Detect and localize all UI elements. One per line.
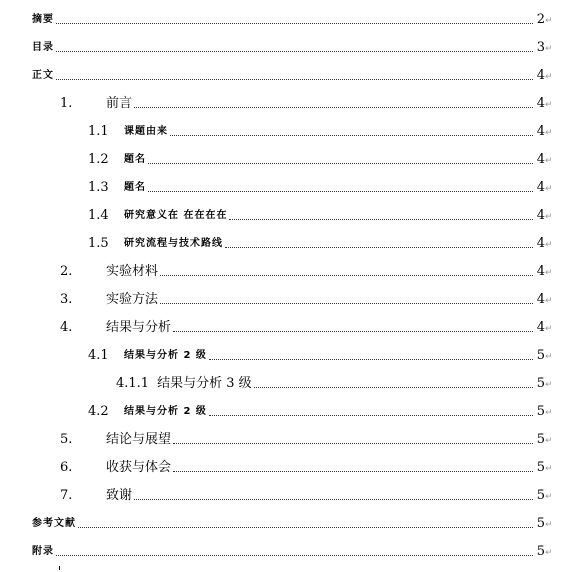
toc-entry-page: 4 [536, 236, 545, 251]
toc-entry-page: 4 [536, 152, 545, 167]
toc-dot-leader [173, 443, 533, 444]
toc-entry[interactable] [32, 344, 555, 364]
toc-entry-number: 4.2 [88, 404, 109, 419]
paragraph-mark-icon: ↵ [545, 324, 553, 334]
paragraph-mark-icon: ↵ [545, 212, 553, 222]
paragraph-mark-icon: ↵ [545, 128, 553, 138]
paragraph-mark-icon: ↵ [545, 380, 553, 390]
toc-entry-title: 致谢 [106, 488, 133, 503]
toc-entry-title: 结论与展望 [106, 432, 172, 447]
paragraph-mark-icon: ↵ [545, 184, 553, 194]
toc-entry-page: 4 [536, 292, 545, 307]
toc-entry-title: 研究意义在 在在在在 [124, 210, 228, 221]
toc-entry-number: 4.1.1 [116, 376, 150, 391]
toc-entry-number: 6. [60, 460, 73, 475]
toc-entry-title: 前言 [106, 96, 133, 111]
toc-dot-leader [134, 107, 533, 108]
toc-entry-page: 4 [536, 96, 545, 111]
toc-entry-number: 1.5 [88, 236, 109, 251]
toc-entry[interactable] [32, 540, 555, 560]
paragraph-mark-icon: ↵ [545, 44, 553, 54]
toc-dot-leader [225, 247, 533, 248]
toc-dot-leader [56, 555, 533, 556]
toc-entry-title: 实验方法 [106, 292, 159, 307]
toc-dot-leader [148, 191, 533, 192]
toc-entry[interactable] [32, 260, 555, 280]
toc-dot-leader [229, 219, 533, 220]
toc-entry-title: 题名 [124, 154, 146, 165]
toc-entry[interactable] [32, 120, 555, 140]
toc-entry-title: 附录 [32, 546, 54, 557]
paragraph-mark-icon: ↵ [545, 548, 553, 558]
toc-entry[interactable] [32, 428, 555, 448]
paragraph-mark-icon: ↵ [545, 156, 553, 166]
toc-dot-leader [209, 415, 533, 416]
toc-entry-number: 7. [60, 488, 73, 503]
toc-entry-title: 课题由来 [124, 126, 168, 137]
paragraph-mark-icon: ↵ [545, 492, 553, 502]
paragraph-mark-icon: ↵ [545, 240, 553, 250]
toc-entry-title: 结果与分析 3 级 [157, 376, 252, 391]
toc-dot-leader [254, 387, 533, 388]
toc-entry-title: 收获与体会 [106, 460, 172, 475]
toc-dot-leader [56, 51, 533, 52]
toc-entry-page: 5 [536, 348, 545, 363]
toc-dot-leader [160, 275, 533, 276]
paragraph-mark-icon: ↵ [545, 268, 553, 278]
toc-entry-number: 5. [60, 432, 73, 447]
text-cursor [59, 566, 60, 570]
toc-entry-title: 正文 [32, 70, 54, 81]
toc-dot-leader [134, 499, 533, 500]
toc-entry-title: 参考文献 [32, 518, 76, 529]
toc-entry-title: 目录 [32, 42, 54, 53]
toc-entry-page: 5 [536, 376, 545, 391]
toc-entry[interactable] [32, 288, 555, 308]
toc-entry-title: 研究流程与技术路线 [124, 238, 223, 249]
toc-entry-number: 3. [60, 292, 73, 307]
toc-entry-number: 2. [60, 264, 73, 279]
toc-entry-page: 4 [536, 264, 545, 279]
paragraph-mark-icon: ↵ [545, 520, 553, 530]
toc-entry[interactable] [32, 316, 555, 336]
toc-entry-title: 题名 [124, 182, 146, 193]
toc-entry[interactable] [32, 372, 555, 392]
toc-entry[interactable] [32, 456, 555, 476]
toc-entry[interactable] [32, 176, 555, 196]
toc-entry-page: 3 [536, 40, 545, 55]
paragraph-mark-icon: ↵ [545, 72, 553, 82]
toc-entry-title: 结果与分析 2 级 [124, 350, 207, 361]
toc-entry-page: 5 [536, 404, 545, 419]
toc-dot-leader [160, 303, 533, 304]
toc-entry-page: 5 [536, 516, 545, 531]
toc-entry[interactable] [32, 8, 555, 28]
paragraph-mark-icon: ↵ [545, 100, 553, 110]
toc-entry-number: 1.1 [88, 124, 109, 139]
toc-entry[interactable] [32, 148, 555, 168]
toc-entry[interactable] [32, 64, 555, 84]
paragraph-mark-icon: ↵ [545, 436, 553, 446]
toc-dot-leader [173, 331, 533, 332]
toc-entry-page: 5 [536, 460, 545, 475]
toc-entry-number: 1.3 [88, 180, 109, 195]
toc-entry-number: 4.1 [88, 348, 109, 363]
toc-entry-page: 4 [536, 180, 545, 195]
toc-entry-page: 4 [536, 208, 545, 223]
toc-entry-page: 2 [536, 12, 545, 27]
toc-dot-leader [56, 23, 533, 24]
toc-entry-number: 4. [60, 320, 73, 335]
toc-entry[interactable] [32, 484, 555, 504]
toc-dot-leader [56, 79, 533, 80]
paragraph-mark-icon: ↵ [545, 408, 553, 418]
toc-dot-leader [173, 471, 533, 472]
toc-entry-page: 4 [536, 68, 545, 83]
paragraph-mark-icon: ↵ [545, 352, 553, 362]
toc-entry-title: 摘要 [32, 14, 54, 25]
toc-entry[interactable] [32, 232, 555, 252]
toc-entry[interactable] [32, 92, 555, 112]
toc-dot-leader [170, 135, 533, 136]
toc-entry-title: 结果与分析 [106, 320, 172, 335]
toc-entry-page: 4 [536, 124, 545, 139]
toc-entry[interactable] [32, 400, 555, 420]
toc-entry-page: 5 [536, 544, 545, 559]
toc-entry-page: 5 [536, 432, 545, 447]
toc-entry[interactable] [32, 512, 555, 532]
toc-entry[interactable] [32, 36, 555, 56]
toc-entry-title: 结果与分析 2 级 [124, 406, 207, 417]
toc-dot-leader [209, 359, 533, 360]
paragraph-mark-icon: ↵ [545, 464, 553, 474]
toc-entry-number: 1.4 [88, 208, 109, 223]
toc-entry-page: 4 [536, 320, 545, 335]
toc-entry[interactable] [32, 204, 555, 224]
toc-entry-page: 5 [536, 488, 545, 503]
toc-entry-number: 1.2 [88, 152, 109, 167]
paragraph-mark-icon: ↵ [545, 296, 553, 306]
paragraph-mark-icon: ↵ [545, 16, 553, 26]
toc-entry-title: 实验材料 [106, 264, 159, 279]
toc-entry-number: 1. [60, 96, 73, 111]
toc-dot-leader [78, 527, 533, 528]
toc-dot-leader [148, 163, 533, 164]
